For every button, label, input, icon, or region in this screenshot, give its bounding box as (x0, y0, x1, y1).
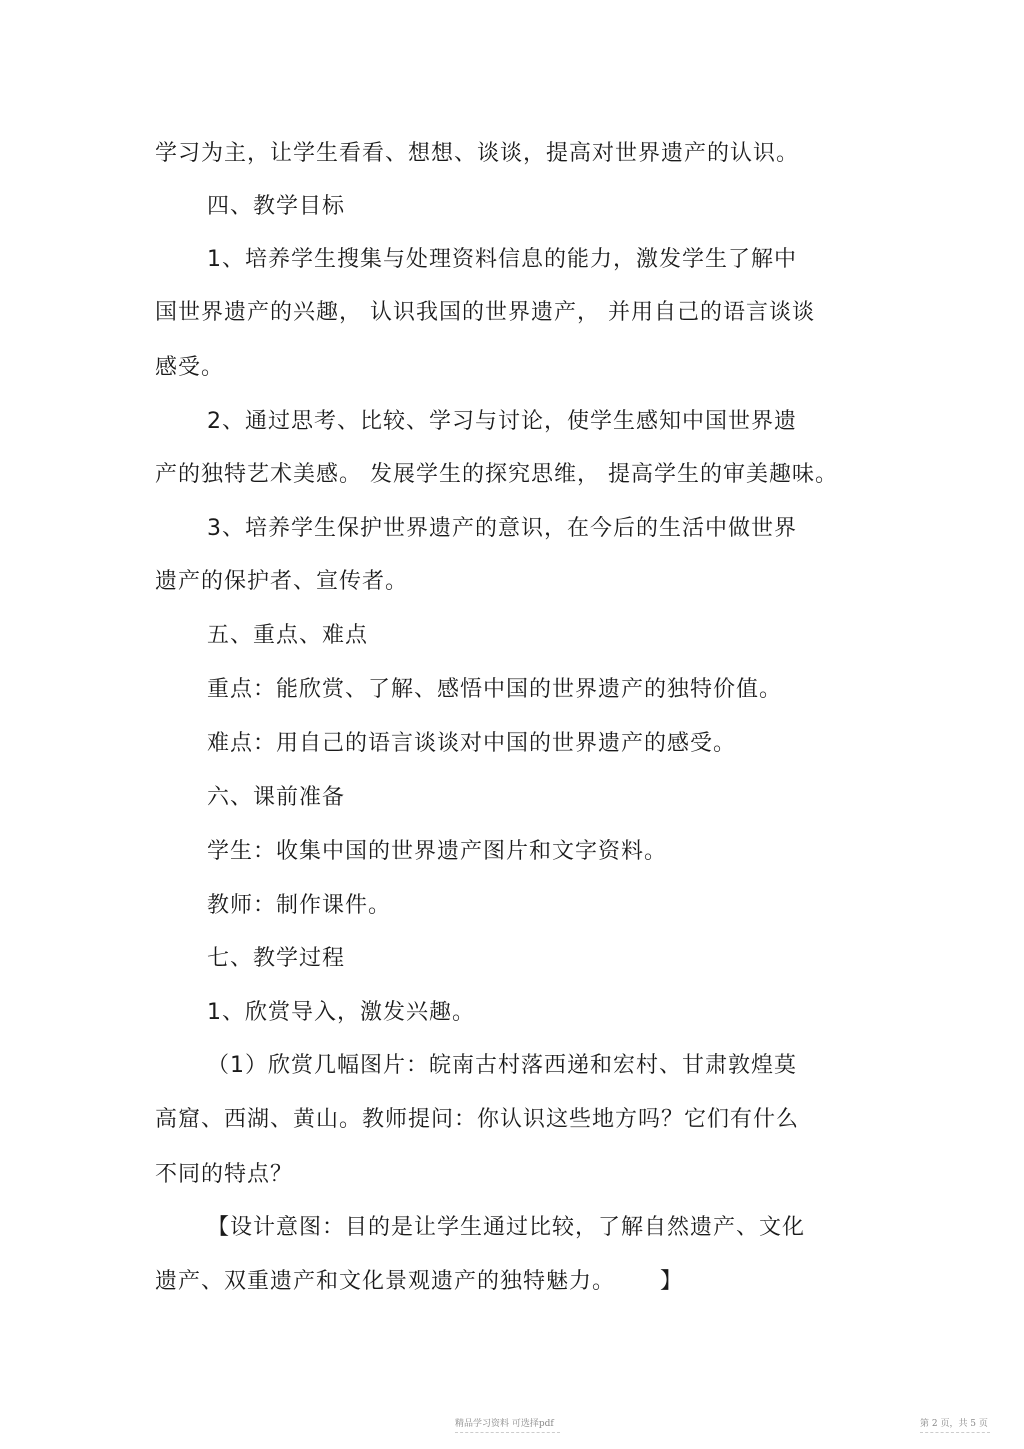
design-intent-line: 【设计意图：目的是让学生通过比较，了解自然遗产、文化 (207, 1215, 806, 1240)
text-line: 学习为主，让学生看看、想想、谈谈，提高对世界遗产的认识。 (155, 141, 800, 166)
text-line: 重点：能欣赏、了解、感悟中国的世界遗产的独特价值。 (207, 677, 783, 702)
text-line: 不同的特点？ (155, 1162, 294, 1187)
text-line: 国世界遗产的兴趣， 认识我国的世界遗产， 并用自己的语言谈谈 (155, 300, 815, 325)
section-heading: 六、课前准备 (207, 785, 346, 810)
text-line: 2、通过思考、比较、学习与讨论，使学生感知中国世界遗 (207, 409, 797, 434)
text-line: 高窟、西湖、黄山。教师提问：你认识这些地方吗？它们有什么 (155, 1107, 800, 1132)
text-line: 难点：用自己的语言谈谈对中国的世界遗产的感受。 (207, 731, 737, 756)
footer-page-number: 第 2 页，共 5 页 (920, 1419, 988, 1429)
text-line: 学生：收集中国的世界遗产图片和文字资料。 (207, 839, 668, 864)
footer-dashed-rule (455, 1432, 560, 1433)
text-line: 感受。 (155, 355, 225, 380)
design-intent-line: 遗产、双重遗产和文化景观遗产的独特魅力。 (155, 1269, 616, 1294)
text-line: 3、培养学生保护世界遗产的意识，在今后的生活中做世界 (207, 516, 797, 541)
footer-dashed-rule (920, 1432, 990, 1433)
footer-left-text: 精品学习资料 可选择pdf (455, 1419, 554, 1429)
section-heading: 五、重点、难点 (207, 623, 369, 648)
section-heading: 七、教学过程 (207, 946, 346, 971)
text-line: 产的独特艺术美感。 发展学生的探究思维， 提高学生的审美趣味。 (155, 462, 838, 487)
text-line: （1）欣赏几幅图片：皖南古村落西递和宏村、甘肃敦煌莫 (207, 1053, 797, 1078)
text-line: 1、培养学生搜集与处理资料信息的能力，激发学生了解中 (207, 247, 797, 272)
text-line: 遗产的保护者、宣传者。 (155, 569, 409, 594)
section-heading: 四、教学目标 (207, 194, 346, 219)
closing-bracket: 】 (660, 1269, 684, 1294)
text-line: 1、欣赏导入，激发兴趣。 (207, 1000, 475, 1025)
text-line: 教师：制作课件。 (207, 893, 392, 918)
